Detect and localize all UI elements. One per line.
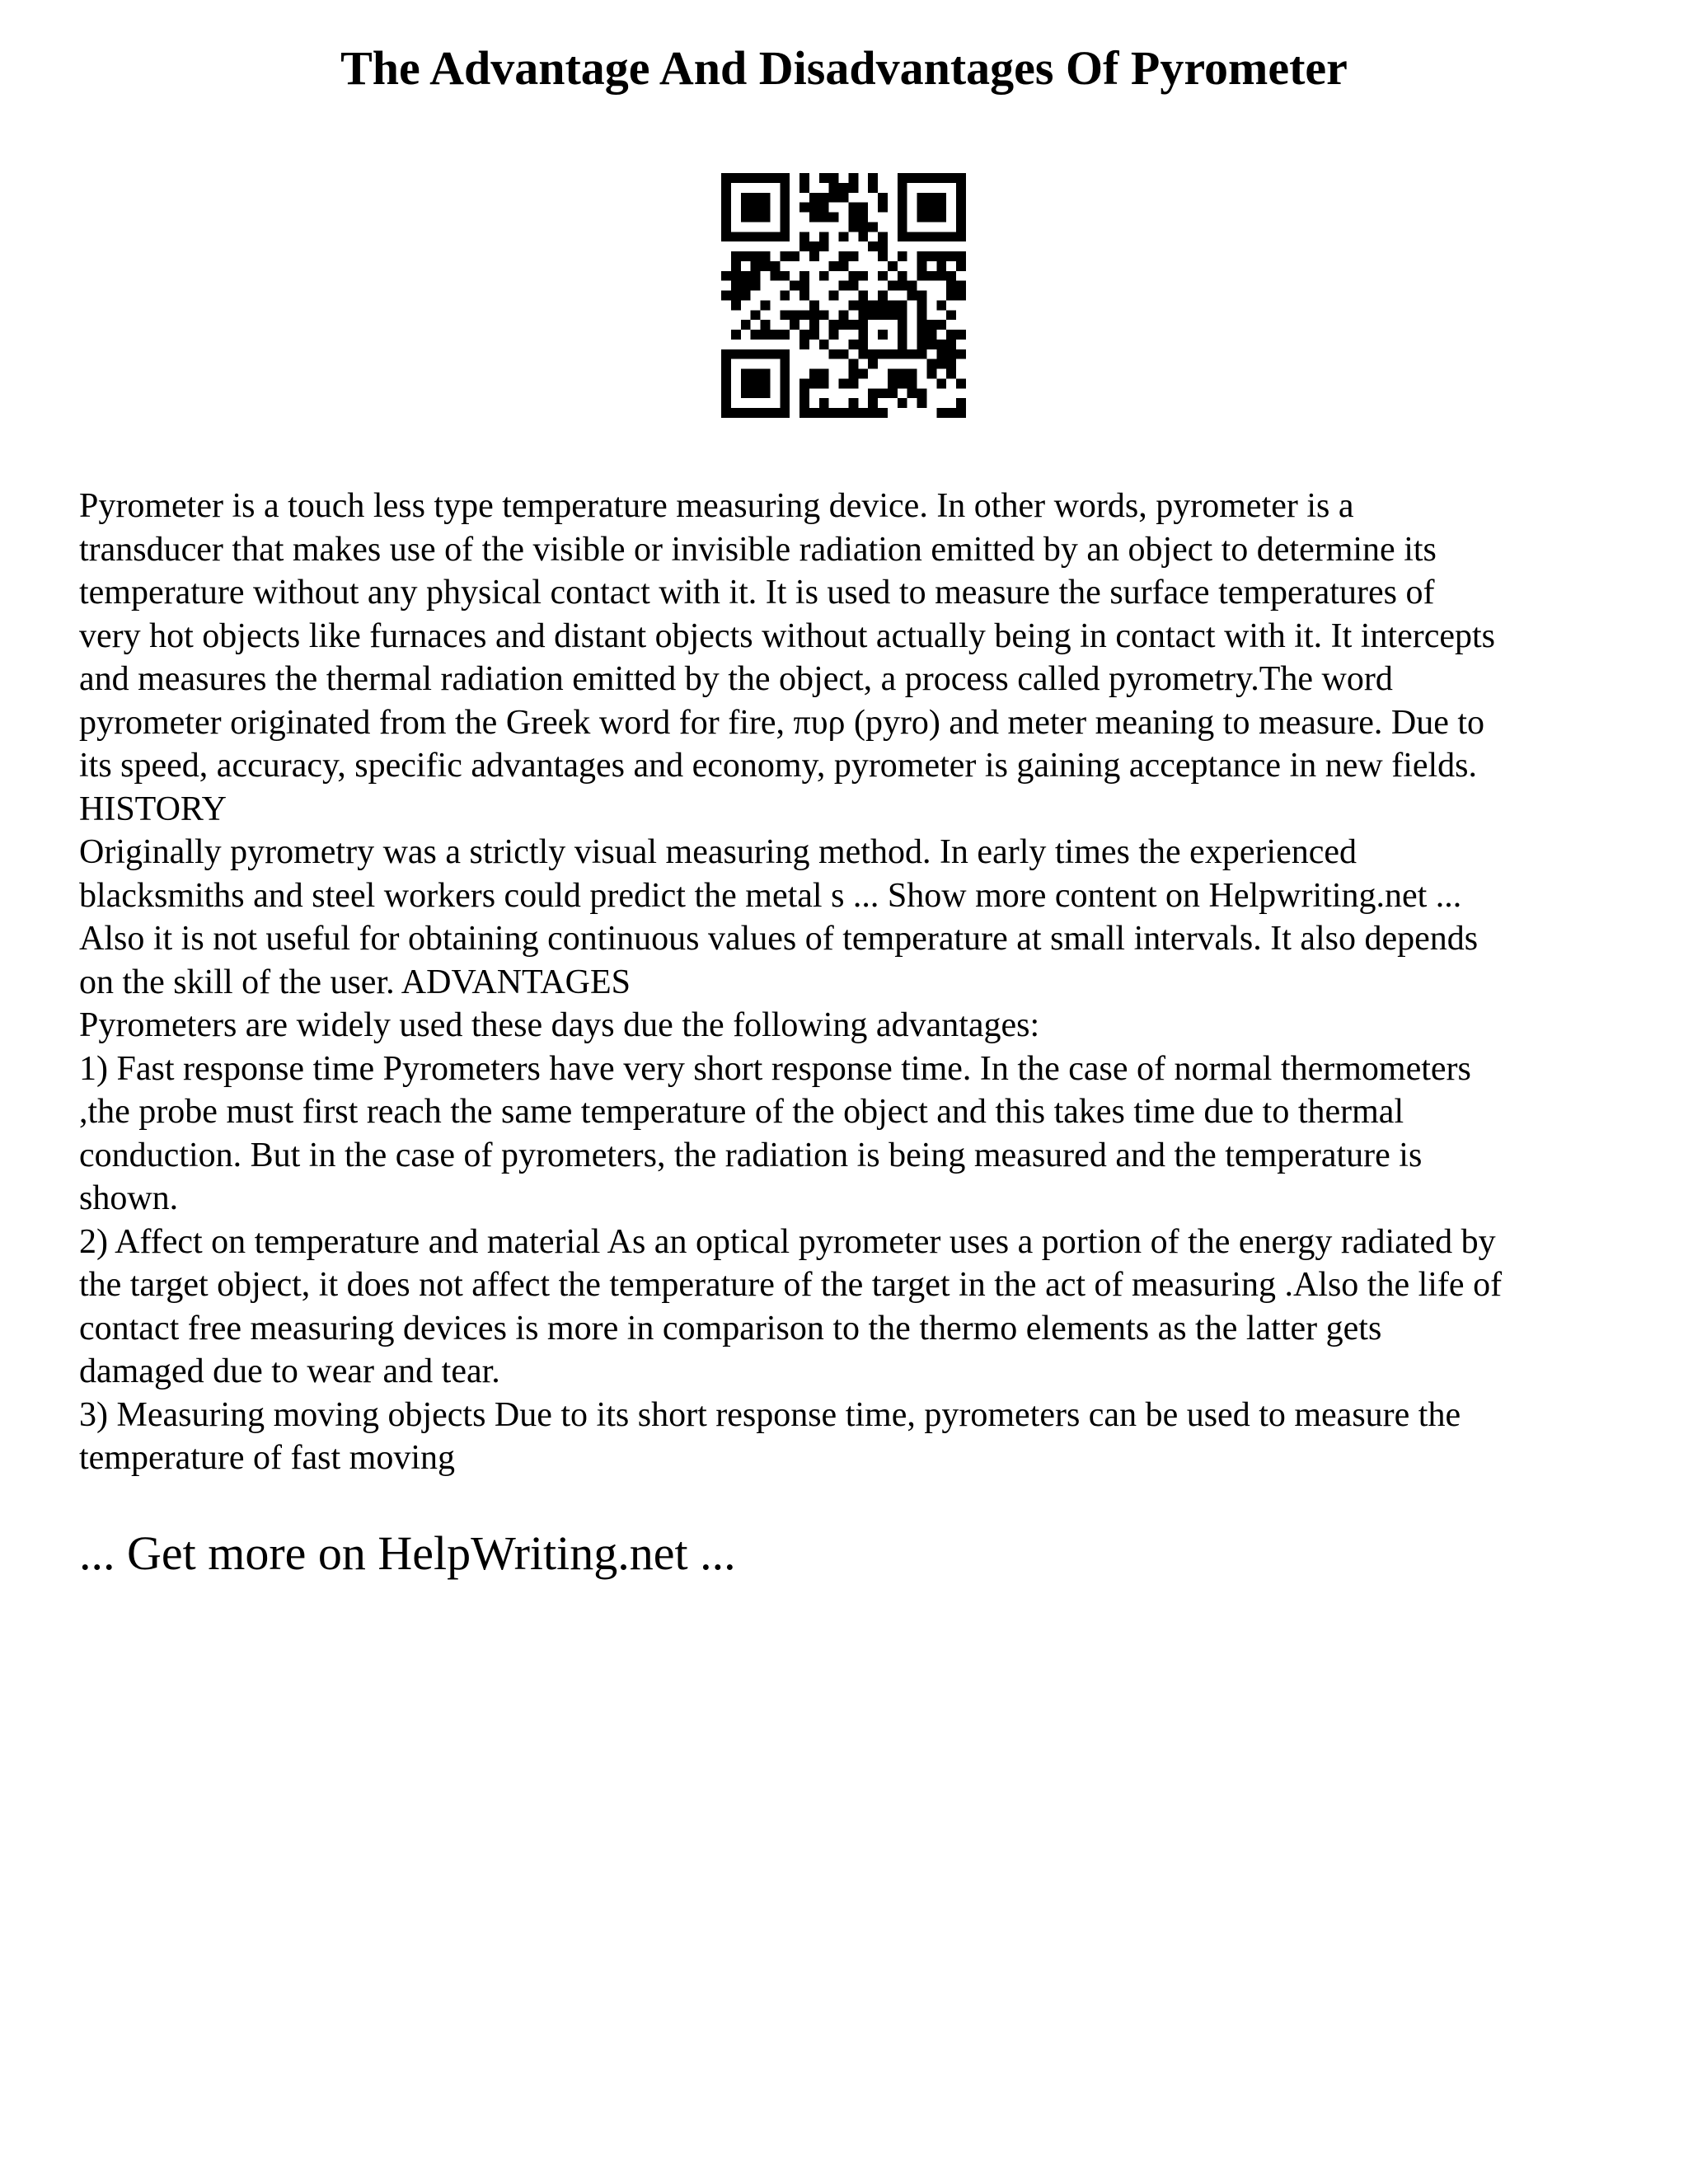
body-line: conduction. But in the case of pyrometers, the radiation is being measured and the temperature is <box>79 1136 1423 1174</box>
document-title: The Advantage And Disadvantages Of Pyrometer <box>340 41 1348 95</box>
body-line: transducer that makes use of the visible or invisible radiation emitted by an object to determine its <box>79 530 1437 569</box>
body-line: very hot objects like furnaces and distant objects without actually being in contact with it. It intercepts <box>79 616 1496 655</box>
body-line: 1) Fast response time Pyrometers have very short response time. In the case of normal thermometers <box>79 1049 1471 1088</box>
body-line: temperature of fast moving <box>79 1439 456 1477</box>
body-line: ,the probe must first reach the same temperature of the object and this takes time due to thermal <box>79 1093 1404 1131</box>
body-line: shown. <box>79 1179 179 1217</box>
body-line: on the skill of the user. ADVANTAGES <box>79 963 631 1001</box>
document-body <box>79 485 1645 1480</box>
body-line: the target object, it does not affect the temperature of the target in the act of measuring .Also the life of <box>79 1266 1503 1304</box>
body-line: pyrometer originated from the Greek word for fire, πυρ (pyro) and meter meaning to measure. Due to <box>79 703 1485 742</box>
body-line: and measures the thermal radiation emitted by the object, a process called pyrometry.The word <box>79 660 1393 698</box>
get-more-link[interactable]: ... Get more on HelpWriting.net ... <box>79 1526 736 1580</box>
body-line: 3) Measuring moving objects Due to its short response time, pyrometers can be used to measure the <box>79 1395 1461 1434</box>
body-line: Pyrometers are widely used these days due the following advantages: <box>79 1006 1040 1044</box>
body-line: its speed, accuracy, specific advantages and economy, pyrometer is gaining acceptance in new fields. <box>79 747 1478 785</box>
section-heading-history: HISTORY <box>79 790 227 828</box>
body-line: 2) Affect on temperature and material As an optical pyrometer uses a portion of the energy radiated by <box>79 1222 1496 1261</box>
body-line: Originally pyrometry was a strictly visual measuring method. In early times the experienced <box>79 833 1357 871</box>
body-line: damaged due to wear and tear. <box>79 1352 500 1390</box>
body-line: Pyrometer is a touch less type temperature measuring device. In other words, pyrometer is a <box>79 487 1354 525</box>
body-line: blacksmiths and steel workers could predict the metal s ... Show more content on Helpwriting.net ... <box>79 876 1462 915</box>
body-line: temperature without any physical contact with it. It is used to measure the surface temperatures of <box>79 574 1435 612</box>
body-line: Also it is not useful for obtaining continuous values of temperature at small intervals. It also depends <box>79 920 1479 958</box>
body-line: contact free measuring devices is more in comparison to the thermo elements as the latter gets <box>79 1309 1382 1347</box>
qr-code-icon <box>721 173 966 418</box>
